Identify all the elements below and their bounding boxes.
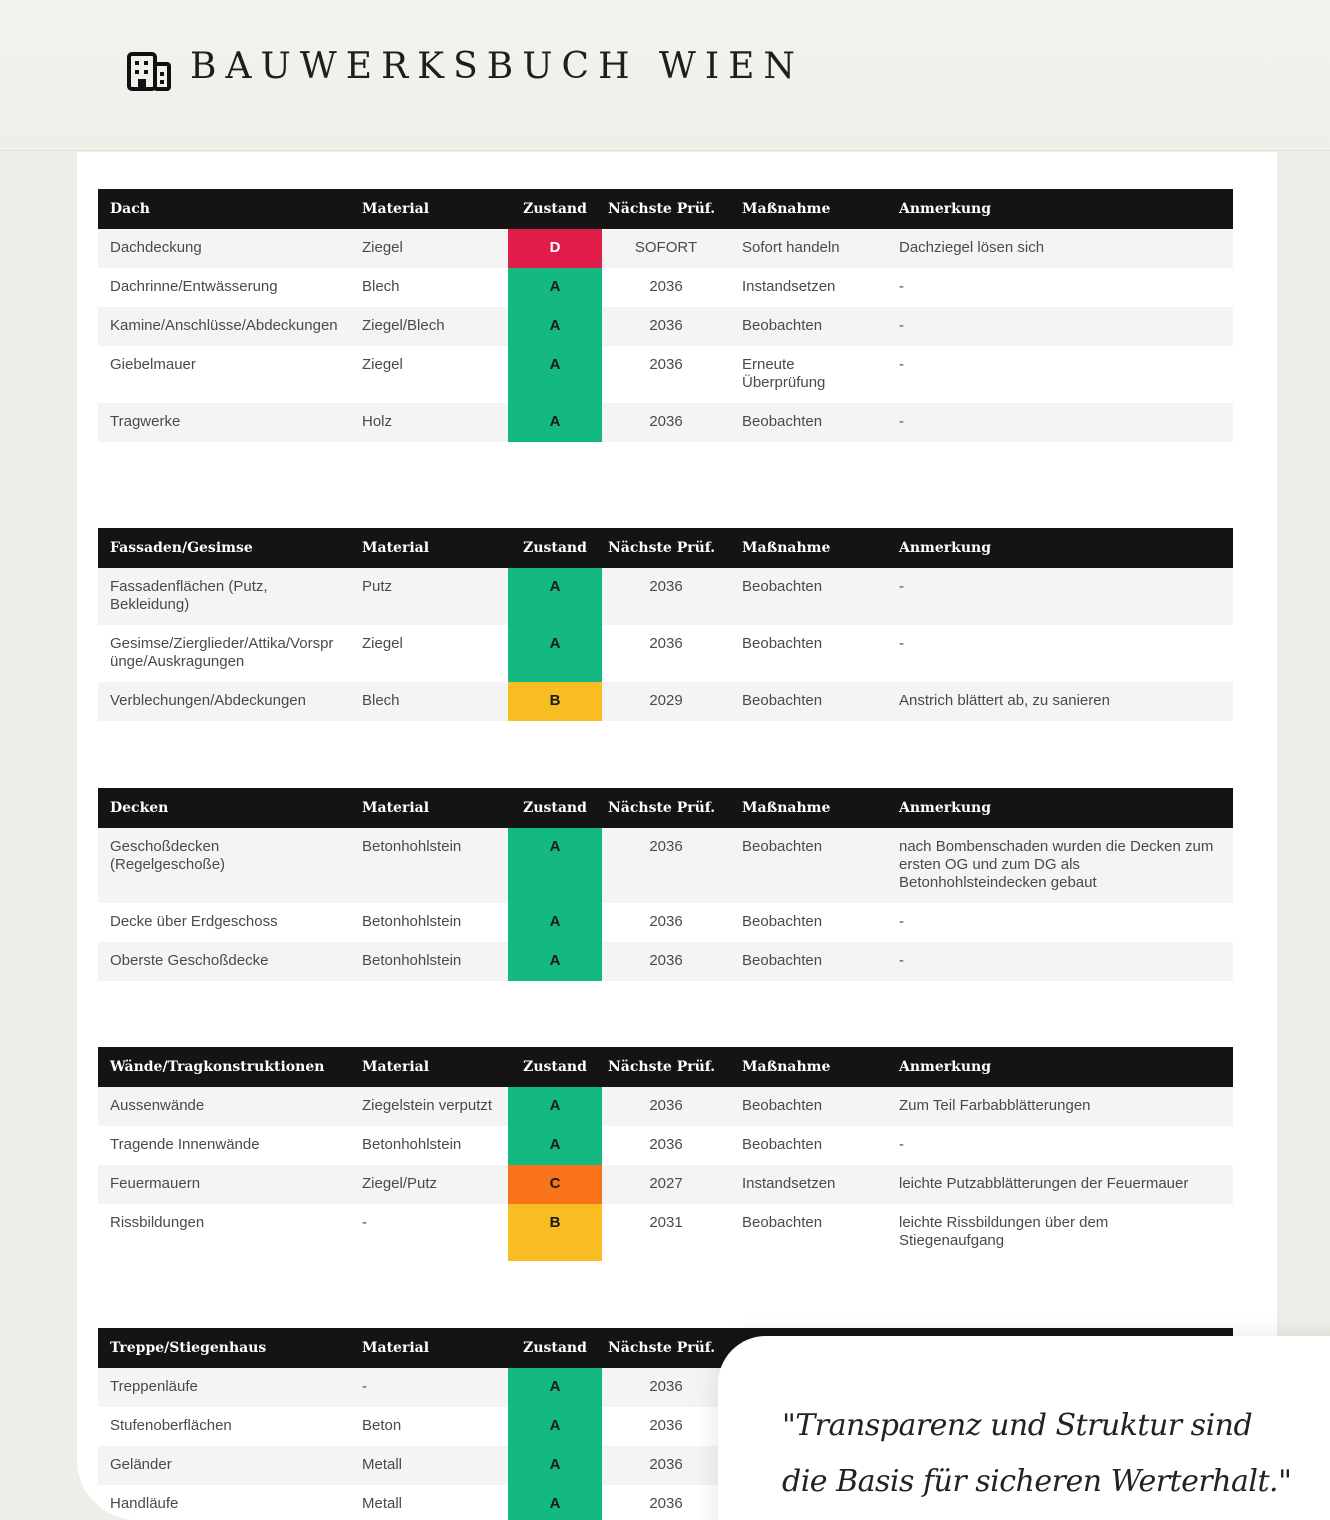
cell-material: Beton <box>350 1407 508 1446</box>
cell-anmerkung: - <box>887 1126 1233 1165</box>
component-table <box>98 189 1233 442</box>
cell-anmerkung: - <box>887 903 1233 942</box>
table-header-row <box>98 189 1233 229</box>
cell-material: Betonhohlstein <box>350 903 508 942</box>
cell-anmerkung: - <box>887 625 1233 682</box>
cell-material: Metall <box>350 1485 508 1520</box>
cell-pruef: 2036 <box>602 403 730 442</box>
column-header-anmerkung: Anmerkung <box>887 528 1233 568</box>
section-dach <box>98 189 1233 442</box>
cell-pruef: 2036 <box>602 903 730 942</box>
column-header-zustand: Zustand <box>508 528 602 568</box>
quote-text: "Transparenz und Struktur sind die Basis für sicheren Werterhalt." <box>782 1408 1292 1499</box>
cell-pruef: SOFORT <box>602 229 730 268</box>
cell-bauteil: Dachrinne/Entwässerung <box>98 268 350 307</box>
cell-pruef: 2036 <box>602 568 730 625</box>
cell-material: Blech <box>350 682 508 721</box>
column-header-zustand: Zustand <box>508 189 602 229</box>
cell-anmerkung: Anstrich blättert ab, zu sanieren <box>887 682 1233 721</box>
table-row <box>98 229 1233 268</box>
column-header-pruef: Nächste Prüf. <box>602 788 730 828</box>
cell-bauteil: Kamine/Anschlüsse/Abdeckungen <box>98 307 350 346</box>
status-badge: C <box>508 1165 602 1204</box>
cell-massnahme: Erneute Überprüfung <box>730 346 887 403</box>
cell-bauteil: Oberste Geschoßdecke <box>98 942 350 981</box>
column-header-massnahme: Maßnahme <box>730 1047 887 1087</box>
quote-card <box>718 1336 1330 1520</box>
table-row <box>98 1165 1233 1204</box>
column-header-material: Material <box>350 1047 508 1087</box>
cell-material: - <box>350 1368 508 1407</box>
cell-bauteil: Verblechungen/Abdeckungen <box>98 682 350 721</box>
cell-pruef: 2031 <box>602 1204 730 1261</box>
cell-material: Putz <box>350 568 508 625</box>
cell-bauteil: Aussenwände <box>98 1087 350 1126</box>
status-badge: D <box>508 229 602 268</box>
cell-material: Blech <box>350 268 508 307</box>
cell-bauteil: Dachdeckung <box>98 229 350 268</box>
table-row <box>98 307 1233 346</box>
status-badge: A <box>508 625 602 682</box>
column-header-massnahme: Maßnahme <box>730 189 887 229</box>
column-header-pruef: Nächste Prüf. <box>602 1047 730 1087</box>
table-row <box>98 1204 1233 1261</box>
column-header-zustand: Zustand <box>508 1047 602 1087</box>
cell-massnahme: Sofort handeln <box>730 229 887 268</box>
cell-pruef: 2036 <box>602 268 730 307</box>
section-fassaden <box>98 528 1233 721</box>
column-header-pruef: Nächste Prüf. <box>602 189 730 229</box>
column-header-pruef: Nächste Prüf. <box>602 528 730 568</box>
cell-massnahme: Beobachten <box>730 828 887 903</box>
table-row <box>98 1087 1233 1126</box>
cell-anmerkung: - <box>887 403 1233 442</box>
report-sheet <box>77 152 1277 1520</box>
cell-pruef: 2027 <box>602 1165 730 1204</box>
building-icon <box>126 48 172 92</box>
cell-pruef: 2036 <box>602 1087 730 1126</box>
cell-bauteil: Stufenoberflächen <box>98 1407 350 1446</box>
component-table <box>98 528 1233 721</box>
column-header-pruef: Nächste Prüf. <box>602 1328 730 1368</box>
cell-material: Ziegel <box>350 229 508 268</box>
cell-anmerkung: nach Bombenschaden wurden die Decken zum ersten OG und zum DG als Betonhohlsteindecken gebaut <box>887 828 1233 903</box>
component-table <box>98 1047 1233 1261</box>
cell-anmerkung: - <box>887 942 1233 981</box>
cell-massnahme: Beobachten <box>730 1126 887 1165</box>
column-header-material: Material <box>350 1328 508 1368</box>
cell-bauteil: Rissbildungen <box>98 1204 350 1261</box>
cell-massnahme: Instandsetzen <box>730 1165 887 1204</box>
section-decken <box>98 788 1233 981</box>
table-header-row <box>98 1047 1233 1087</box>
column-header-anmerkung: Anmerkung <box>887 1047 1233 1087</box>
cell-anmerkung: Dachziegel lösen sich <box>887 229 1233 268</box>
table-row <box>98 682 1233 721</box>
status-badge: A <box>508 1446 602 1485</box>
table-row <box>98 942 1233 981</box>
column-header-material: Material <box>350 528 508 568</box>
cell-material: Ziegel/Blech <box>350 307 508 346</box>
cell-pruef: 2036 <box>602 942 730 981</box>
status-badge: A <box>508 268 602 307</box>
column-header-anmerkung: Anmerkung <box>887 189 1233 229</box>
cell-massnahme: Beobachten <box>730 942 887 981</box>
table-row <box>98 403 1233 442</box>
status-badge: A <box>508 307 602 346</box>
table-row <box>98 268 1233 307</box>
cell-massnahme: Beobachten <box>730 625 887 682</box>
cell-anmerkung: leichte Putzabblätterungen der Feuermauer <box>887 1165 1233 1204</box>
section-title: Decken <box>98 788 350 828</box>
cell-material: Ziegelstein verputzt <box>350 1087 508 1126</box>
status-badge: A <box>508 568 602 625</box>
table-row <box>98 903 1233 942</box>
status-badge: A <box>508 403 602 442</box>
cell-material: Betonhohlstein <box>350 828 508 903</box>
status-badge: A <box>508 942 602 981</box>
section-waende <box>98 1047 1233 1261</box>
section-title: Treppe/Stiegenhaus <box>98 1328 350 1368</box>
status-badge: A <box>508 346 602 403</box>
status-badge: A <box>508 828 602 903</box>
cell-bauteil: Geländer <box>98 1446 350 1485</box>
table-header-row <box>98 788 1233 828</box>
cell-bauteil: Tragende Innenwände <box>98 1126 350 1165</box>
cell-anmerkung: leichte Rissbildungen über dem Stiegenaufgang <box>887 1204 1233 1261</box>
cell-anmerkung: - <box>887 307 1233 346</box>
table-row <box>98 1126 1233 1165</box>
cell-massnahme: Beobachten <box>730 682 887 721</box>
cell-anmerkung: - <box>887 268 1233 307</box>
column-header-zustand: Zustand <box>508 1328 602 1368</box>
column-header-zustand: Zustand <box>508 788 602 828</box>
cell-massnahme: Beobachten <box>730 1204 887 1261</box>
cell-pruef: 2036 <box>602 828 730 903</box>
section-title: Fassaden/Gesimse <box>98 528 350 568</box>
cell-pruef: 2036 <box>602 307 730 346</box>
cell-material: Betonhohlstein <box>350 942 508 981</box>
cell-bauteil: Fassadenflächen (Putz, Bekleidung) <box>98 568 350 625</box>
brand-title[interactable]: BAUWERKSBUCH WIEN <box>190 46 804 87</box>
cell-pruef: 2029 <box>602 682 730 721</box>
cell-material: Holz <box>350 403 508 442</box>
cell-material: Metall <box>350 1446 508 1485</box>
column-header-massnahme: Maßnahme <box>730 788 887 828</box>
cell-anmerkung: - <box>887 346 1233 403</box>
cell-bauteil: Giebelmauer <box>98 346 350 403</box>
status-badge: A <box>508 1126 602 1165</box>
table-row <box>98 568 1233 625</box>
status-badge: A <box>508 903 602 942</box>
column-header-massnahme: Maßnahme <box>730 528 887 568</box>
status-badge: B <box>508 682 602 721</box>
cell-massnahme: Instandsetzen <box>730 268 887 307</box>
cell-material: - <box>350 1204 508 1261</box>
cell-massnahme: Beobachten <box>730 403 887 442</box>
cell-material: Ziegel <box>350 625 508 682</box>
cell-pruef: 2036 <box>602 1407 730 1446</box>
cell-bauteil: Feuermauern <box>98 1165 350 1204</box>
cell-pruef: 2036 <box>602 625 730 682</box>
column-header-material: Material <box>350 788 508 828</box>
cell-pruef: 2036 <box>602 346 730 403</box>
status-badge: A <box>508 1407 602 1446</box>
cell-material: Ziegel/Putz <box>350 1165 508 1204</box>
cell-massnahme: Beobachten <box>730 1087 887 1126</box>
cell-massnahme: Beobachten <box>730 307 887 346</box>
cell-anmerkung: - <box>887 568 1233 625</box>
cell-bauteil: Tragwerke <box>98 403 350 442</box>
section-title: Wände/Tragkonstruktionen <box>98 1047 350 1087</box>
section-title: Dach <box>98 189 350 229</box>
cell-material: Ziegel <box>350 346 508 403</box>
cell-bauteil: Treppenläufe <box>98 1368 350 1407</box>
cell-bauteil: Geschoßdecken (Regelgeschoße) <box>98 828 350 903</box>
table-row <box>98 625 1233 682</box>
cell-massnahme: Beobachten <box>730 568 887 625</box>
cell-anmerkung: Zum Teil Farbabblätterungen <box>887 1087 1233 1126</box>
cell-bauteil: Decke über Erdgeschoss <box>98 903 350 942</box>
table-header-row <box>98 528 1233 568</box>
cell-material: Betonhohlstein <box>350 1126 508 1165</box>
cell-pruef: 2036 <box>602 1446 730 1485</box>
cell-pruef: 2036 <box>602 1368 730 1407</box>
column-header-anmerkung: Anmerkung <box>887 788 1233 828</box>
cell-pruef: 2036 <box>602 1485 730 1520</box>
cell-pruef: 2036 <box>602 1126 730 1165</box>
cell-bauteil: Handläufe <box>98 1485 350 1520</box>
status-badge: A <box>508 1368 602 1407</box>
column-header-material: Material <box>350 189 508 229</box>
status-badge: A <box>508 1087 602 1126</box>
status-badge: B <box>508 1204 602 1261</box>
table-row <box>98 828 1233 903</box>
site-header <box>0 0 1330 151</box>
cell-bauteil: Gesimse/Zierglieder/Attika/Vorsprünge/Auskragungen <box>98 625 350 682</box>
component-table <box>98 788 1233 981</box>
cell-massnahme: Beobachten <box>730 903 887 942</box>
table-row <box>98 346 1233 403</box>
status-badge: A <box>508 1485 602 1520</box>
